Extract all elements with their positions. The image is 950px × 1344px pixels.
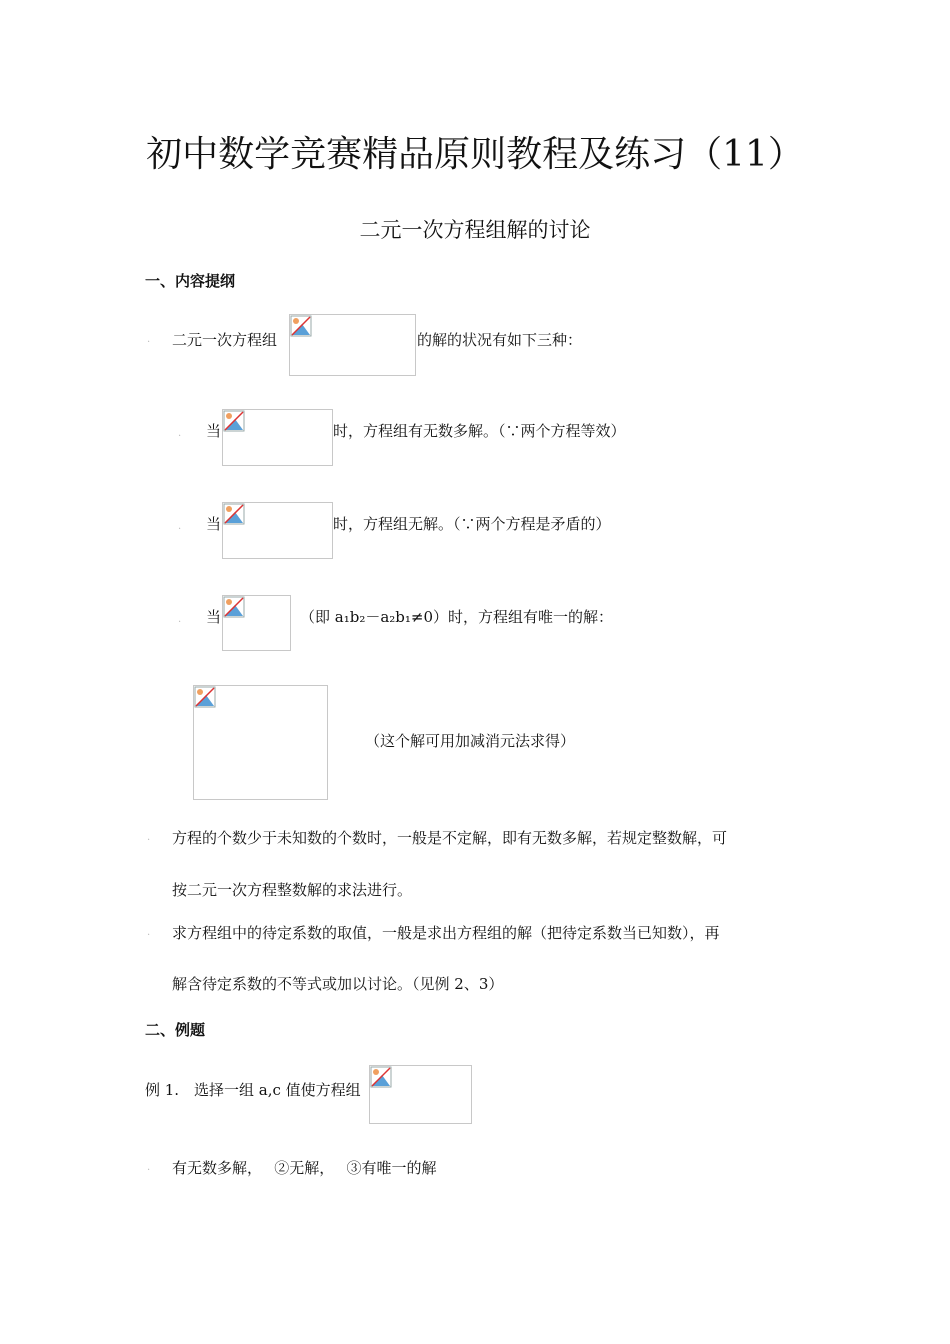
condition-image-3 [222, 595, 291, 651]
broken-image-icon [290, 315, 312, 337]
example1-label: 例 1. [145, 1081, 180, 1099]
case2-text: 时，方程组无解。（∵两个方程是矛盾的） [333, 515, 611, 533]
section-heading-outline: 一、内容提纲 [145, 272, 236, 290]
broken-image-icon [223, 596, 245, 618]
paragraph-mark: . [147, 927, 151, 938]
broken-image-icon [194, 686, 216, 708]
condition-image-2 [222, 502, 333, 559]
paragraph2-line2: 解含待定系数的不等式或加以讨论。（见例 2、3） [172, 975, 504, 993]
example1-equation-image [369, 1065, 472, 1124]
example1-text: 选择一组 a,c 值使方程组 [194, 1081, 361, 1099]
case2-prefix: 当 [206, 515, 222, 533]
case3-prefix: 当 [206, 608, 222, 626]
paragraph-mark: . [147, 1162, 151, 1173]
solution-formula-image [193, 685, 328, 800]
paragraph-mark: . [147, 832, 151, 843]
document-subtitle: 二元一次方程组解的讨论 [359, 218, 591, 242]
intro-text-after: 的解的状况有如下三种： [417, 331, 583, 349]
broken-image-icon [223, 410, 245, 432]
intro-text-before: 二元一次方程组 [172, 331, 278, 349]
paragraph-mark: . [147, 334, 151, 345]
paragraph1-line2: 按二元一次方程整数解的求法进行。 [172, 881, 413, 899]
paragraph2-line1: 求方程组中的待定系数的取值，一般是求出方程组的解（把待定系数当已知数），再 [172, 924, 720, 942]
document-title: 初中数学竞赛精品原则教程及练习（11） [146, 134, 804, 175]
paragraph-mark: . [178, 614, 182, 625]
case3-note: （即 a₁b₂－a₂b₁≠0）时，方程组有唯一的解： [300, 608, 614, 626]
equation-system-image [289, 314, 416, 376]
paragraph-mark: . [178, 521, 182, 532]
case1-text: 时，方程组有无数多解。（∵两个方程等效） [333, 422, 626, 440]
broken-image-icon [223, 503, 245, 525]
paragraph1-line1: 方程的个数少于未知数的个数时，一般是不定解，即有无数多解，若规定整数解，可 [172, 829, 728, 847]
case1-prefix: 当 [206, 422, 222, 440]
section-heading-examples: 二、例题 [145, 1021, 206, 1039]
paragraph-mark: . [178, 428, 182, 439]
condition-image-1 [222, 409, 333, 466]
solution-note: （这个解可用加减消元法求得） [365, 732, 576, 750]
broken-image-icon [370, 1066, 392, 1088]
example1-options: 有无数多解， ②无解， ③有唯一的解 [172, 1159, 437, 1177]
